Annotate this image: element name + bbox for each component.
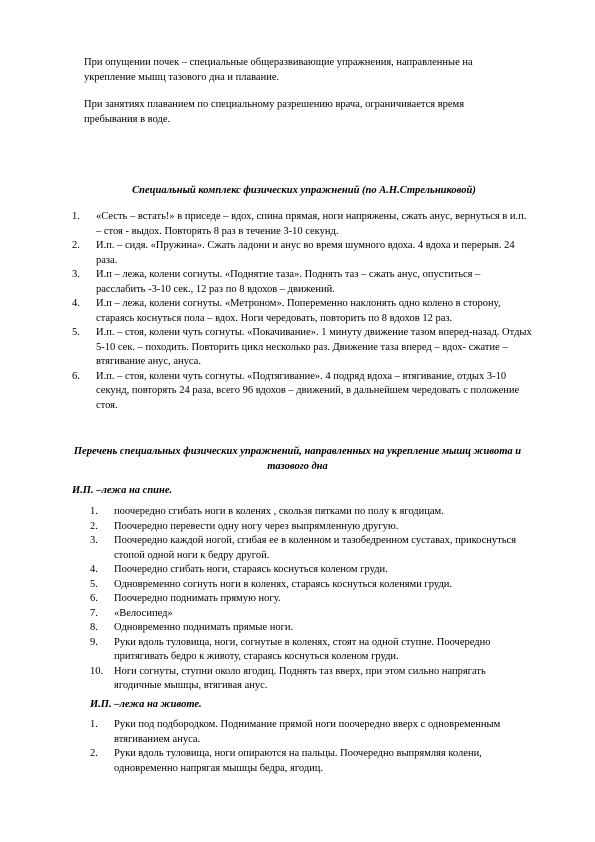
list-item-text: И.п. – сидя. «Пружина». Сжать ладони и анус во время шумного вдоха. 4 вдоха и перерыв. 24 раза.: [96, 240, 515, 266]
exercise-item: [90, 747, 530, 776]
exercise-item: [90, 607, 530, 622]
list-item-number: 2.: [90, 520, 98, 532]
list-item-text: И.п. – стоя, колени чуть согнуты. «Подтягивание». 4 подряд вдоха – втягивание, отдых 3-10 секунд, повторять 24 раза, всего 96 вдохов – движений, в дальнейшем чередовать с положение стоя.: [96, 370, 520, 411]
list-item-text: Руки под подбородком. Поднимание прямой ноги поочередно вверх с одновременным втягиванием ануса.: [114, 719, 501, 745]
list-item-number: 1.: [90, 719, 98, 730]
section2-subhead-back: И.П. –лежа на спине.: [72, 485, 173, 496]
list-item-text: Поочередно каждой ногой, сгибая ее в коленном и тазобедренном суставах, прикоснуться стопой одной ноги к бедру другой.: [114, 535, 517, 561]
list-item-number: 5.: [72, 327, 80, 338]
list-item-number: 4.: [90, 564, 98, 575]
exercise-item: [90, 505, 530, 520]
section1-list: [72, 210, 532, 413]
section2-title: Перечень специальных физических упражнений, направленных на укрепление мышц живота и тазового дна: [73, 446, 522, 472]
list-item-number: 6.: [90, 593, 98, 604]
list-item-text: Руки вдоль туловища, ноги опираются на пальцы. Поочередно выпрямляя колени, одновременно напрягая мышцы бедра, ягодиц.: [114, 748, 482, 774]
section1-title: Специальный комплекс физических упражнений (по А.Н.Стрельниковой): [132, 185, 476, 196]
list-item-number: 7.: [90, 607, 98, 619]
list-item-number: 1.: [72, 211, 80, 222]
exercise-item: [72, 370, 532, 414]
intro-paragraph-1: При опущении почек – специальные общеразвивающие упражнения, направленные на укрепление мышц тазового дна и плавание.: [84, 57, 473, 83]
list-item-number: 8.: [90, 622, 98, 633]
exercise-item: [90, 665, 530, 694]
list-item-number: 1.: [90, 506, 98, 517]
list-item-text: Поочередно сгибать ноги, стараясь коснуться коленом груди.: [114, 564, 388, 575]
list-item-text: «Сесть – встать!» в приседе – вдох, спина прямая, ноги напряжены, сжать анус, вернуться в и.п. – стоя - выдох. Повторять 8 раз в течение 3-10 секунд.: [96, 211, 527, 237]
list-item-number: 3.: [72, 269, 80, 280]
intro-paragraph-2: При занятиях плаванием по специальному разрешению врача, ограничивается время пребывания в воде.: [84, 99, 465, 125]
list-item-text: Одновременно поднимать прямые ноги.: [114, 622, 294, 633]
exercise-item: [72, 210, 532, 239]
exercise-item: [90, 621, 530, 636]
list-item-number: 2.: [72, 240, 80, 251]
list-item-number: 6.: [72, 370, 80, 382]
list-item-number: 3.: [90, 535, 98, 546]
list-item-text: Одновременно согнуть ноги в коленях, стараясь коснуться коленями груди.: [114, 578, 453, 590]
list-item-text: поочередно сгибать ноги в коленях , скользя пятками по полу к ягодицам.: [114, 506, 444, 517]
list-item-number: 2.: [90, 748, 98, 759]
list-item-text: И.п – лежа, колени согнуты. «Поднятие таза». Поднять таз – сжать анус, опуститься – расслабить -3-10 сек., 12 раз по 8 вдохов – движений.: [96, 269, 481, 295]
list-item-text: Руки вдоль туловища, ноги, согнутые в коленях, стоят на одной ступне. Поочередно притягивать бедро к животу, стараясь коснуться коленом груди.: [114, 636, 491, 662]
list-item-text: «Велосипед»: [114, 607, 173, 619]
list-item-number: 5.: [90, 578, 98, 590]
list-item-text: Поочередно перевести одну ногу через выпрямленную другую.: [114, 520, 399, 532]
section2-list-stomach: [90, 718, 530, 776]
exercise-item: [72, 268, 532, 297]
list-item-number: 4.: [72, 298, 80, 309]
exercise-item: [90, 520, 530, 535]
exercise-item: [90, 718, 530, 747]
exercise-item: [90, 534, 530, 563]
section2-subhead-stomach: И.П. –лежа на животе.: [90, 699, 202, 710]
list-item-text: Ноги согнуты, ступни около ягодиц. Поднять таз вверх, при этом сильно напрягать ягодичные мышцы, втягивая анус.: [114, 665, 486, 691]
list-item-number: 10.: [90, 665, 104, 677]
section2-list-back: [90, 505, 530, 694]
exercise-item: [72, 297, 532, 326]
list-item-text: И.п – лежа, колени согнуты. «Метроном». Попеременно наклонять одно колено в сторону, стараясь коснуться пола – вдох. Ноги чередовать, повторить по 8 вдохов 12 раз.: [96, 298, 501, 324]
exercise-item: [72, 326, 532, 370]
exercise-item: [90, 636, 530, 665]
list-item-number: 9.: [90, 636, 98, 648]
list-item-text: И.п. – стоя, колени чуть согнуты. «Покачивание». 1 минуту движение тазом вперед-назад. Отдых 5-10 сек. – походить. Повторить цикл несколько раз. Движение таза вперед – вдох- сжатие – втягивание анус, ануса.: [96, 327, 532, 367]
list-item-text: Поочередно поднимать прямую ногу.: [114, 593, 281, 604]
exercise-item: [72, 239, 532, 268]
exercise-item: [90, 563, 530, 578]
exercise-item: [90, 578, 530, 593]
exercise-item: [90, 592, 530, 607]
